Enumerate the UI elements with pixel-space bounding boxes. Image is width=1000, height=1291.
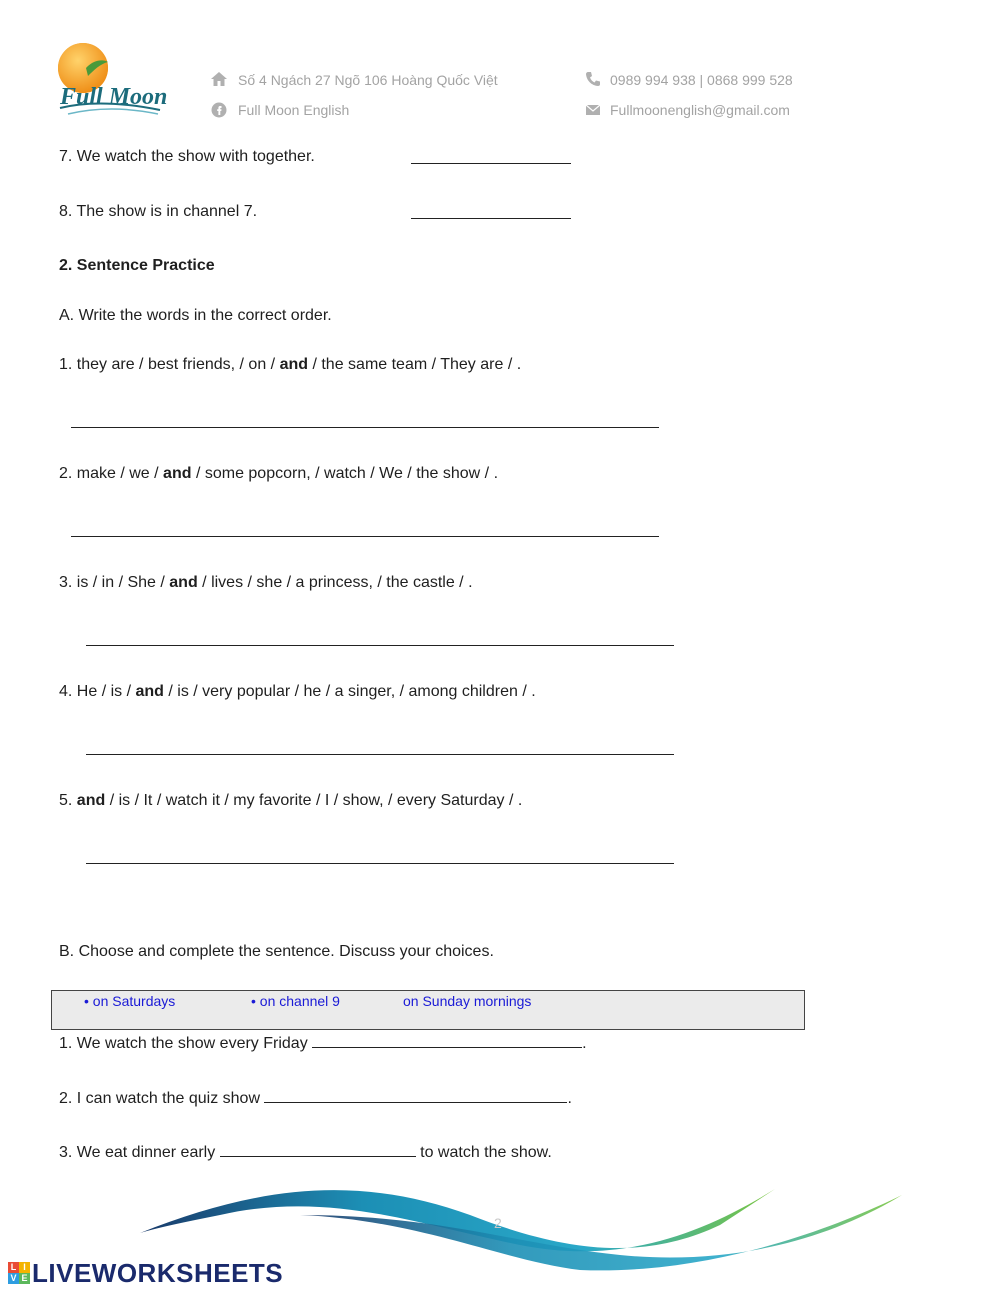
header-address: Số 4 Ngách 27 Ngõ 106 Hoàng Quốc Việt	[238, 72, 498, 88]
section-2-title: 2. Sentence Practice	[59, 257, 215, 274]
header-email: Fullmoonenglish@gmail.com	[610, 102, 790, 118]
logo-text: Full Moon	[60, 84, 168, 110]
part-a-item-4-answer[interactable]	[86, 754, 674, 755]
option-on-channel-9: • on channel 9	[251, 993, 340, 1009]
item-7-text: 7. We watch the show with together.	[59, 148, 315, 165]
badge-letter-i: I	[19, 1262, 30, 1273]
header-phone: 0989 994 938 | 0868 999 528	[610, 72, 793, 88]
part-a-item-1-answer[interactable]	[71, 427, 659, 428]
phone-icon	[584, 70, 602, 88]
part-b-instruction: B. Choose and complete the sentence. Discuss your choices.	[59, 943, 494, 960]
liveworksheets-badge	[8, 1262, 30, 1284]
part-b-item-2-blank[interactable]	[264, 1088, 567, 1103]
home-icon	[210, 70, 228, 88]
item-8-answer[interactable]	[411, 218, 571, 219]
part-a-item-5-answer[interactable]	[86, 863, 674, 864]
option-on-saturdays: • on Saturdays	[84, 993, 176, 1009]
part-a-item-5: 5. and / is / It / watch it / my favorite / I / show, / every Saturday / .	[59, 792, 523, 809]
facebook-icon	[210, 101, 228, 119]
badge-letter-l: L	[8, 1262, 19, 1273]
part-a-item-2: 2. make / we / and / some popcorn, / watch / We / the show / .	[59, 465, 499, 482]
badge-letter-v: V	[8, 1273, 19, 1284]
mail-icon	[584, 101, 602, 119]
part-a-item-3: 3. is / in / She / and / lives / she / a princess, / the castle / .	[59, 574, 473, 591]
page-number: 2	[494, 1215, 502, 1231]
part-b-item-1: 1. We watch the show every Friday .	[59, 1035, 587, 1052]
part-b-item-1-blank[interactable]	[312, 1033, 582, 1048]
part-a-item-3-answer[interactable]	[86, 645, 674, 646]
part-b-item-2: 2. I can watch the quiz show .	[59, 1090, 572, 1107]
part-a-instruction: A. Write the words in the correct order.	[59, 307, 332, 324]
part-a-item-1: 1. they are / best friends, / on / and / the same team / They are / .	[59, 356, 522, 373]
item-8-text: 8. The show is in channel 7.	[59, 203, 258, 220]
part-a-item-4: 4. He / is / and / is / very popular / he / a singer, / among children / .	[59, 683, 536, 700]
part-b-item-3: 3. We eat dinner early to watch the show.	[59, 1144, 552, 1161]
option-on-sunday-mornings: on Sunday mornings	[403, 993, 532, 1009]
part-b-item-3-blank[interactable]	[220, 1142, 416, 1157]
part-a-item-2-answer[interactable]	[71, 536, 659, 537]
badge-letter-e: E	[19, 1273, 30, 1284]
item-7-answer[interactable]	[411, 163, 571, 164]
logo	[50, 40, 170, 120]
header-facebook: Full Moon English	[238, 102, 350, 118]
liveworksheets-brand[interactable]: LIVEWORKSHEETS	[32, 1258, 284, 1288]
